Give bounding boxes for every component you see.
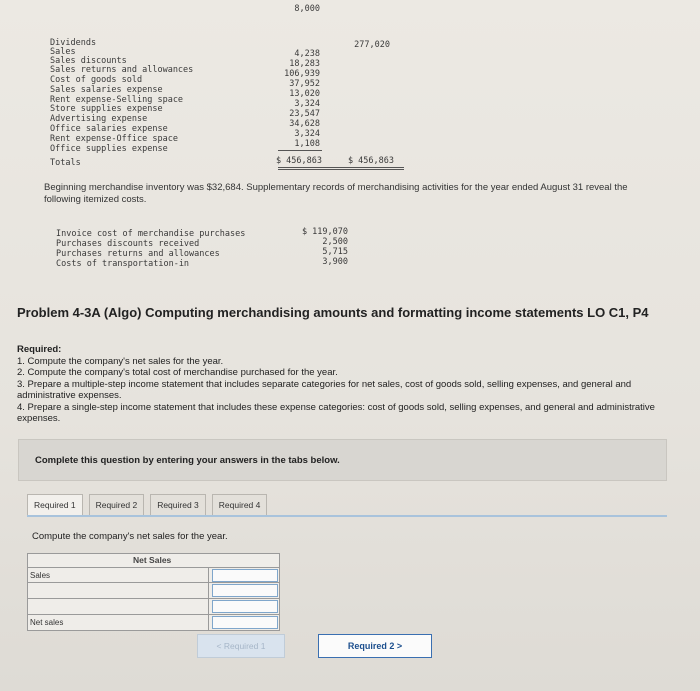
net-sales-amount-input[interactable] xyxy=(212,616,278,629)
required-item: 2. Compute the company's total cost of merchandise purchased for the year. xyxy=(17,367,338,378)
column-header: Net Sales xyxy=(133,555,172,565)
tb-totals-label: Totals xyxy=(50,158,81,168)
tab-required-2[interactable]: Required 2 xyxy=(89,494,145,515)
prev-required-button[interactable]: < Required 1 xyxy=(197,634,285,658)
tb-label: Sales salaries expense xyxy=(50,85,163,95)
tb-debit: 3,324 xyxy=(294,99,320,109)
panel-instruction: Compute the company's net sales for the year. xyxy=(32,531,228,542)
tb-debit: 1,108 xyxy=(294,139,320,149)
tb-debit: 3,324 xyxy=(294,129,320,139)
row-label-net-sales: Net sales xyxy=(30,618,64,627)
tb-total-debit: $ 456,863 xyxy=(275,156,322,166)
tb-label: Dividends xyxy=(50,38,97,48)
instructions-text: Complete this question by entering your answers in the tabs below. xyxy=(35,455,340,466)
required-item: 1. Compute the company's net sales for the year. xyxy=(17,355,224,367)
row-divider xyxy=(28,598,279,599)
tb-label: Advertising expense xyxy=(50,114,148,124)
tb-credit-sales: 277,020 xyxy=(354,40,390,50)
tb-label: Sales returns and allowances xyxy=(50,65,194,75)
tb-label: Office supplies expense xyxy=(50,144,168,154)
tb-debit: 37,952 xyxy=(289,79,320,89)
row-label-sales: Sales xyxy=(30,571,51,580)
required-item: 4. Prepare a single-step income statement that includes these expense categories: cost of goods sold, selling expenses, and general and administrative expenses. xyxy=(17,401,655,424)
tab-required-3[interactable]: Required 3 xyxy=(150,494,206,515)
tb-label: Sales xyxy=(50,47,76,57)
supp-value: 3,900 xyxy=(322,257,348,267)
tb-debit: 23,547 xyxy=(289,109,320,119)
instructions-box xyxy=(18,439,667,481)
tb-label: Rent expense-Selling space xyxy=(50,95,184,105)
row-divider xyxy=(28,582,279,583)
required-header: Required: xyxy=(17,344,62,355)
tb-label: Cost of goods sold xyxy=(50,75,143,85)
supp-label: Purchases discounts received xyxy=(56,239,200,249)
tb-double-underline xyxy=(278,169,404,170)
supp-value: $ 119,070 xyxy=(301,227,348,237)
supp-value: 5,715 xyxy=(322,247,348,257)
tb-label: Office salaries expense xyxy=(50,124,168,134)
next-required-button[interactable]: Required 2 > xyxy=(318,634,432,658)
supp-label: Costs of transportation-in xyxy=(56,259,190,269)
amount-input-row-2[interactable] xyxy=(212,584,278,597)
tab-required-1[interactable]: Required 1 xyxy=(27,494,83,515)
tb-debit: 106,939 xyxy=(284,69,320,79)
supp-value: 2,500 xyxy=(322,237,348,247)
required-list xyxy=(17,344,677,425)
intro-paragraph: Beginning merchandise inventory was $32,684. Supplementary records of merchandising activities for the year ended August 31 reveal the following itemized costs. xyxy=(44,182,628,205)
net-sales-table xyxy=(27,553,280,631)
tb-debit: 18,283 xyxy=(289,59,320,69)
tb-label: Store supplies expense xyxy=(50,104,163,114)
sales-amount-input[interactable] xyxy=(212,569,278,582)
row-divider xyxy=(28,614,279,615)
supp-label: Invoice cost of merchandise purchases xyxy=(56,229,246,239)
tb-debit: 13,020 xyxy=(289,89,320,99)
problem-title: Problem 4-3A (Algo) Computing merchandising amounts and formatting income statements LO C1, P4 xyxy=(17,305,649,320)
tab-required-4[interactable]: Required 4 xyxy=(212,494,268,515)
required-item: 3. Prepare a multiple-step income statement that includes separate categories for net sales, cost of goods sold, selling expenses, and general and administrative expenses. xyxy=(17,378,632,401)
tb-debit-dividends: 8,000 xyxy=(294,4,320,14)
tb-underline xyxy=(278,150,322,151)
tab-bar xyxy=(27,494,273,516)
tb-total-credit: $ 456,863 xyxy=(347,156,394,166)
tb-label: Rent expense-Office space xyxy=(50,134,178,144)
amount-input-row-3[interactable] xyxy=(212,600,278,613)
tb-double-underline xyxy=(278,167,404,168)
supp-label: Purchases returns and allowances xyxy=(56,249,220,259)
table-header xyxy=(28,554,279,568)
tb-label: Sales discounts xyxy=(50,56,127,66)
tb-debit: 34,628 xyxy=(289,119,320,129)
tb-debit: 4,238 xyxy=(294,49,320,59)
